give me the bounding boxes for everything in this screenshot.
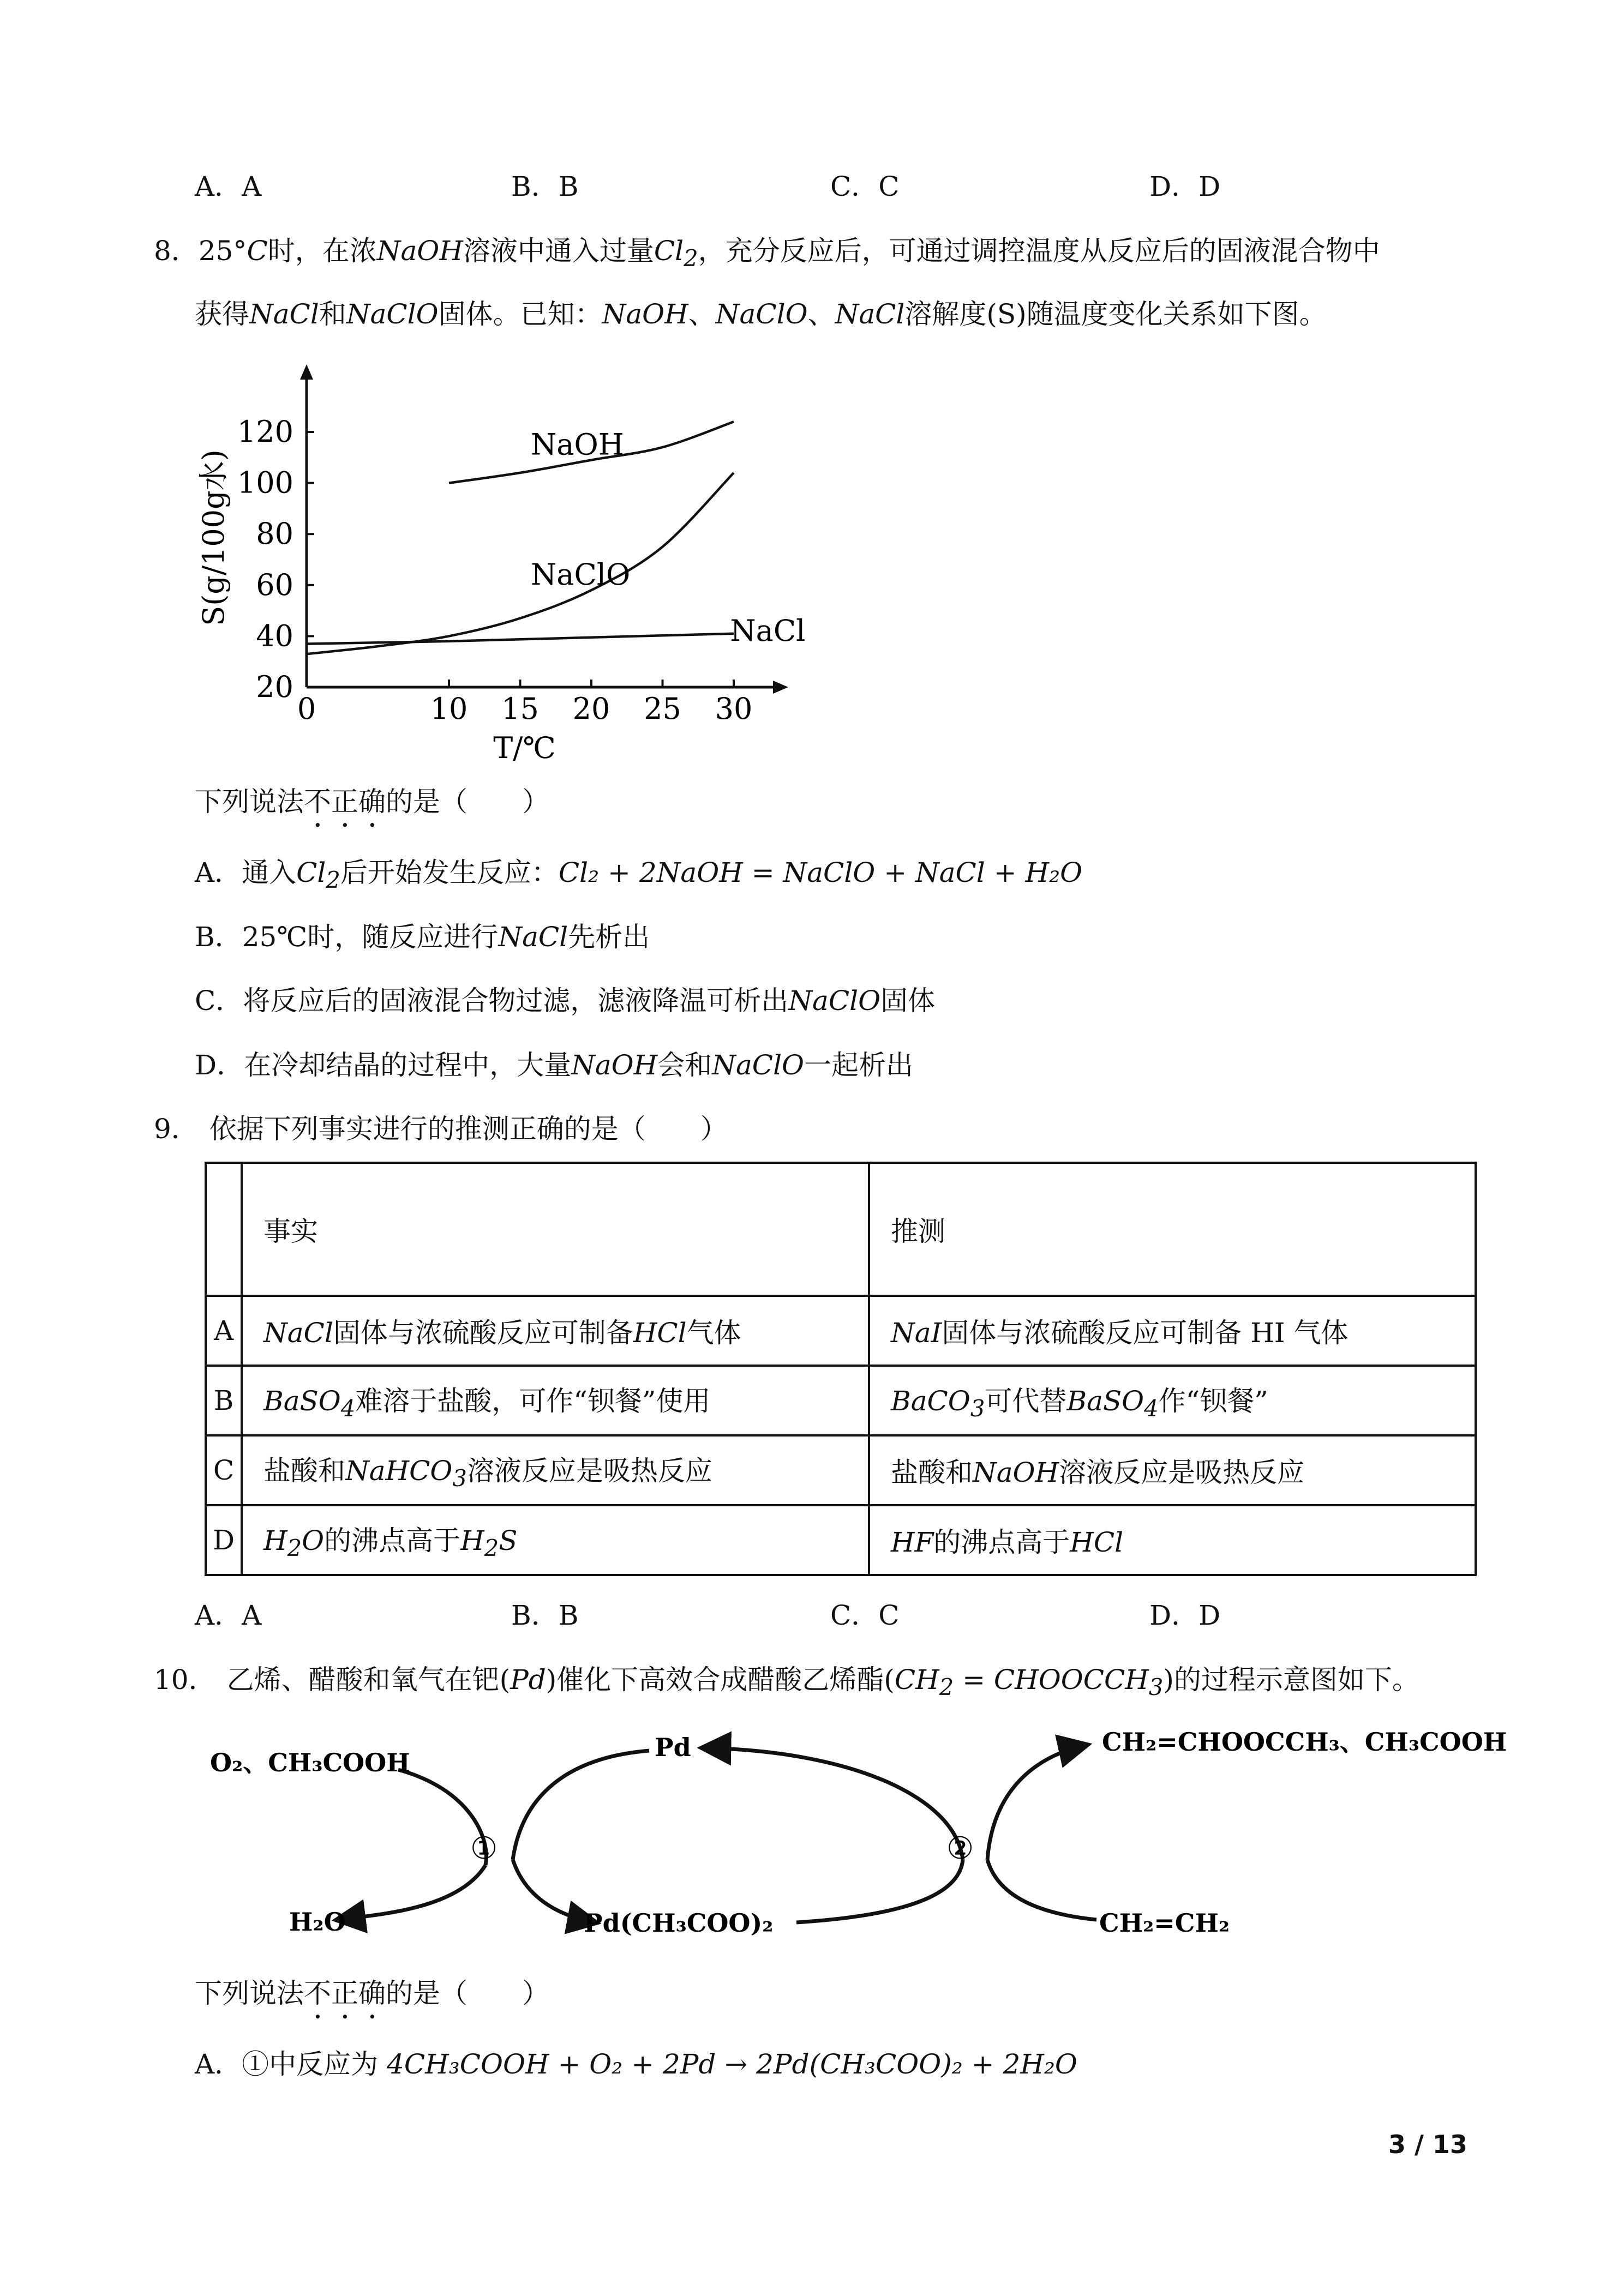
y-axis-arrow bbox=[300, 364, 313, 380]
x-axis-label: T/℃ bbox=[493, 731, 556, 765]
q8-stem-line2: 获得NaCl和NaClO固体。已知：NaOH、NaClO、NaCl溶解度(S)随温度变化关系如下图。 bbox=[195, 298, 1327, 330]
label-ethylene: CH₂=CH₂ bbox=[1099, 1908, 1230, 1938]
fact-cell: NaCl固体与浓硫酸反应可制备HCl气体 bbox=[242, 1296, 869, 1366]
label-intermediate: Pd(CH₃COO)₂ bbox=[584, 1908, 774, 1938]
guess-cell: BaCO$_3$可代替BaSO$_4$作“钡餐” bbox=[869, 1366, 1476, 1435]
q10-stem: 10． 乙烯、醋酸和氧气在钯(Pd)催化下高效合成醋酸乙烯酯($CH_2$ = $CHOOCCH_3$)的过程示意图如下。 bbox=[154, 1664, 1419, 1700]
q8-stem-line1: 8．25°C时，在浓NaOH溶液中通入过量$Cl_2$，充分反应后，可通过调控温度从反应后的固液混合物中 bbox=[154, 235, 1380, 272]
q7-option-a[interactable]: A．A bbox=[195, 171, 262, 202]
q8-option-b[interactable]: B．25℃时，随反应进行NaCl先析出 bbox=[195, 921, 650, 953]
series-label-nacl: NaCl bbox=[730, 614, 806, 648]
chart-ticks bbox=[237, 414, 752, 726]
chart-series bbox=[307, 422, 734, 654]
table-row bbox=[206, 1366, 1476, 1435]
series-label-naclo: NaClO bbox=[531, 557, 631, 592]
arrow-product-out bbox=[987, 1745, 1086, 1860]
y-tick-label: 40 bbox=[256, 618, 293, 653]
catalytic-cycle-diagram bbox=[202, 1712, 1507, 1952]
fact-cell: $H_2O$的沸点高于$H_2S$ bbox=[242, 1505, 869, 1575]
y-tick-label: 80 bbox=[256, 516, 293, 551]
label-products: CH₂=CHOOCCH₃、CH₃COOH bbox=[1102, 1727, 1507, 1757]
table-cell bbox=[206, 1163, 242, 1296]
q10-number: 10． bbox=[154, 1664, 216, 1696]
q9-option-a[interactable]: A．A bbox=[195, 1600, 262, 1631]
row-key: D bbox=[206, 1505, 242, 1575]
table-row bbox=[206, 1435, 1476, 1505]
q8-option-a[interactable]: A．通入$Cl_2$后开始发生反应：Cl₂ + 2NaOH = NaClO + NaCl + H₂O bbox=[195, 857, 1083, 893]
q10-equation: 4CH₃COOH + O₂ + 2Pd → 2Pd(CH₃COO)₂ + 2H₂O bbox=[387, 2048, 1077, 2080]
q9-stem: 9． 依据下列事实进行的推测正确的是（ ） bbox=[154, 1113, 728, 1145]
row-key: A bbox=[206, 1296, 242, 1366]
arrow-pd-to-cycle bbox=[513, 1751, 649, 1860]
series-line-nacl bbox=[307, 634, 734, 644]
emphasis-not-correct: 不正确 bbox=[304, 1978, 386, 2009]
row-key: B bbox=[206, 1366, 242, 1435]
arrow-regenerate-pd bbox=[704, 1748, 963, 1860]
x-tick-label: 0 bbox=[297, 692, 316, 726]
row-key: C bbox=[206, 1435, 242, 1505]
x-tick-label: 30 bbox=[715, 692, 753, 726]
series-label-naoh: NaOH bbox=[531, 427, 624, 462]
q10-question: 下列说法不正确的是（ ） bbox=[195, 1978, 549, 2009]
x-tick-label: 20 bbox=[572, 692, 610, 726]
x-tick-label: 15 bbox=[501, 692, 539, 726]
y-axis-label: S(g/100g水) bbox=[196, 449, 231, 626]
q7-option-d[interactable]: D．D bbox=[1149, 171, 1221, 202]
y-tick-label: 60 bbox=[256, 567, 293, 602]
q8-equation: Cl₂ + 2NaOH = NaClO + NaCl + H₂O bbox=[558, 857, 1083, 888]
arrow-ethylene-in bbox=[987, 1860, 1096, 1920]
q9-number: 9． bbox=[154, 1113, 199, 1145]
y-tick-label: 20 bbox=[256, 670, 293, 704]
q8-option-d[interactable]: D．在冷却结晶的过程中，大量NaOH会和NaClO一起析出 bbox=[195, 1049, 914, 1081]
guess-cell: HF的沸点高于HCl bbox=[869, 1505, 1476, 1575]
q9-option-c[interactable]: C．C bbox=[830, 1600, 900, 1631]
q9-option-d[interactable]: D．D bbox=[1149, 1600, 1221, 1631]
label-pd: Pd bbox=[655, 1733, 691, 1762]
q8-question: 下列说法不正确的是（ ） bbox=[195, 786, 549, 818]
step-2-marker: ② bbox=[946, 1831, 974, 1866]
arrow-cycle1-water bbox=[338, 1865, 486, 1920]
label-h2o: H₂O bbox=[289, 1907, 346, 1937]
fact-cell: 盐酸和NaHCO$_3$溶液反应是吸热反应 bbox=[242, 1435, 869, 1505]
emphasis-not-correct: 不正确 bbox=[304, 786, 386, 818]
q7-option-c[interactable]: C．C bbox=[830, 171, 900, 202]
table-row bbox=[206, 1296, 1476, 1366]
x-tick-label: 10 bbox=[430, 692, 468, 726]
y-tick-label: 120 bbox=[237, 414, 293, 449]
q7-option-b[interactable]: B．B bbox=[511, 171, 579, 202]
q8-number: 8． bbox=[154, 235, 199, 267]
q9-option-b[interactable]: B．B bbox=[511, 1600, 579, 1631]
series-line-naclo bbox=[307, 473, 734, 654]
table-header-guess: 推测 bbox=[869, 1163, 1476, 1296]
x-axis-arrow bbox=[773, 681, 788, 694]
step-1-marker: ① bbox=[470, 1831, 498, 1866]
guess-cell: NaI固体与浓硫酸反应可制备 HI 气体 bbox=[869, 1296, 1476, 1366]
x-tick-label: 25 bbox=[644, 692, 681, 726]
page-number: 3 / 13 bbox=[1388, 2130, 1467, 2159]
q8-option-c[interactable]: C．将反应后的固液混合物过滤，滤液降温可析出NaClO固体 bbox=[195, 985, 936, 1017]
table-header-row bbox=[206, 1163, 1476, 1296]
arrow-intermediate-to-cycle2 bbox=[796, 1860, 963, 1922]
y-tick-label: 100 bbox=[237, 465, 293, 500]
solubility-chart bbox=[185, 354, 807, 769]
q10-option-a[interactable]: A．①中反应为 4CH₃COOH + O₂ + 2Pd → 2Pd(CH₃COO)₂ + 2H₂O bbox=[195, 2048, 1077, 2080]
table-row bbox=[206, 1505, 1476, 1575]
fact-cell: BaSO$_4$难溶于盐酸，可作“钡餐”使用 bbox=[242, 1366, 869, 1435]
label-o2-acetic-acid: O₂、CH₃COOH bbox=[210, 1748, 410, 1777]
guess-cell: 盐酸和NaOH溶液反应是吸热反应 bbox=[869, 1435, 1476, 1505]
facts-table bbox=[205, 1162, 1477, 1576]
arrow-to-intermediate bbox=[513, 1860, 595, 1922]
chart-axes bbox=[300, 364, 788, 694]
table-header-fact: 事实 bbox=[242, 1163, 869, 1296]
